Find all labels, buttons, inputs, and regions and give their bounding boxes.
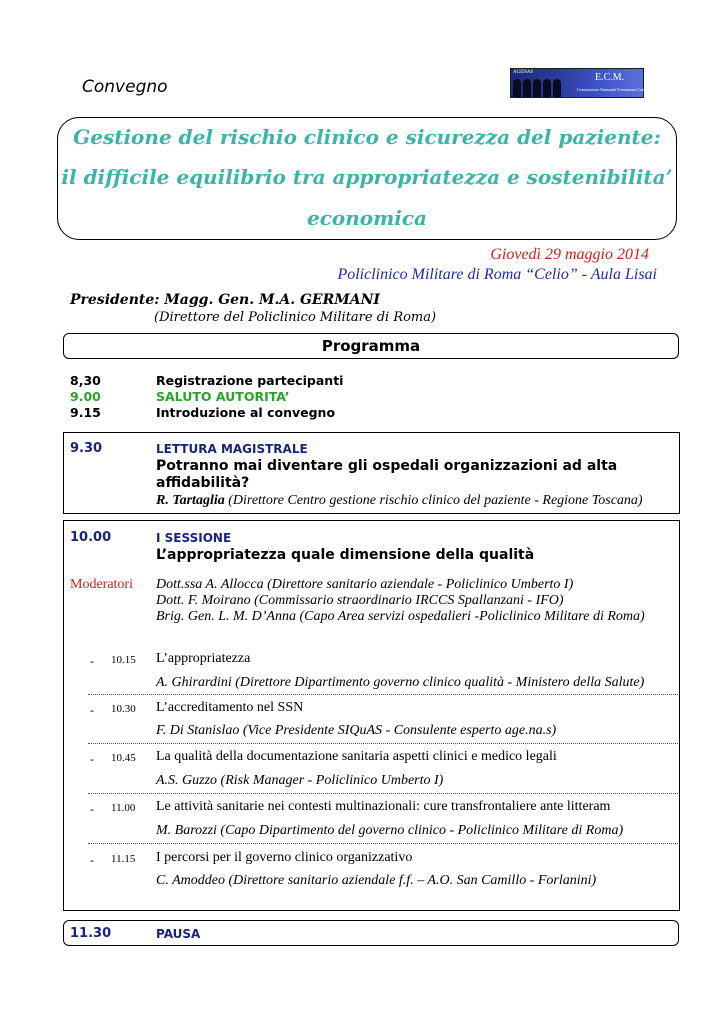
lecture-title-line-1: Potranno mai diventare gli ospedali organizzazioni ad alta <box>156 458 618 474</box>
divider <box>88 793 678 794</box>
lecture-caption: LETTURA MAGISTRALE <box>156 442 308 456</box>
ecm-logo <box>510 68 652 98</box>
talk-title: I percorsi per il governo clinico organizzativo <box>156 850 413 865</box>
lecture-title-line-2: affidabilità? <box>156 475 250 491</box>
moderator <box>156 577 573 593</box>
schedule-time: 8,30 <box>70 373 101 388</box>
moderator-name: Brig. Gen. L. M. D’Anna <box>156 609 296 624</box>
talk-dash: - <box>90 752 94 766</box>
schedule-desc: SALUTO AUTORITA’ <box>156 389 290 404</box>
logo-sub-text: Commissione Nazionale Formazione Continua <box>577 87 652 92</box>
moderator <box>156 609 645 625</box>
talk-title: L’appropriatezza <box>156 651 251 666</box>
talk-title: La qualità della documentazione sanitaria aspetti clinici e medico legali <box>156 749 557 764</box>
moderator-role: (Direttore sanitario aziendale - Policlinico Umberto I) <box>263 577 574 592</box>
schedule-time: 9.15 <box>70 405 101 420</box>
talk-title: L’accreditamento nel SSN <box>156 700 304 715</box>
talk-time: 10.45 <box>111 752 136 764</box>
title-line-2: il difficile equilibrio tra appropriatezza e sostenibilita’ <box>61 165 673 189</box>
moderator-role: (Capo Area servizi ospedalieri -Policlinico Militare di Roma) <box>296 609 645 624</box>
talk-time: 11.00 <box>111 802 136 814</box>
event-date: Giovedì 29 maggio 2014 <box>490 246 649 263</box>
lecture-speaker-name: R. Tartaglia <box>156 493 225 508</box>
logo-top-text: AGENAS <box>513 70 534 75</box>
moderator-role: (Commissario straordinario IRCCS Spallanzani - IFO) <box>250 593 564 608</box>
talk-speaker: F. Di Stanislao (Vice Presidente SIQuAS - Consulente esperto age.na.s) <box>156 723 557 738</box>
president-role: (Direttore del Policlinico Militare di Roma) <box>154 310 437 325</box>
title-line-3: economica <box>306 206 428 230</box>
talk-time: 11.15 <box>111 853 136 865</box>
lecture-box <box>63 432 680 514</box>
talk-time: 10.30 <box>111 703 136 715</box>
moderator-name: Dott.ssa A. Allocca <box>156 577 264 592</box>
talk-title: Le attività sanitarie nei contesti multinazionali: cure transfrontaliere ante litteram <box>156 799 611 814</box>
talk-speaker: M. Barozzi (Capo Dipartimento del governo clinico - Policlinico Militare di Roma) <box>156 823 624 838</box>
divider <box>88 843 678 844</box>
title-line-1: Gestione del rischio clinico e sicurezza del paziente: <box>73 125 661 149</box>
pause-box <box>63 920 679 946</box>
lecture-time: 9.30 <box>70 441 103 456</box>
logo-people-image <box>511 75 573 97</box>
talk-dash: - <box>90 654 94 668</box>
moderator-name: Dott. F. Moirano <box>156 593 251 608</box>
talk-dash: - <box>90 802 94 816</box>
talk-speaker: C. Amoddeo (Direttore sanitario aziendale f.f. – A.O. San Camillo - Forlanini) <box>156 873 597 888</box>
divider <box>88 694 678 695</box>
lecture-speaker-role: (Direttore Centro gestione rischio clinico del paziente - Regione Toscana) <box>224 493 643 508</box>
event-venue: Policlinico Militare di Roma “Celio” - Aula Lisai <box>337 266 657 283</box>
event-type-label: Convegno <box>82 77 168 97</box>
programme-heading: Programma <box>63 333 679 359</box>
lecture-speaker <box>156 493 643 509</box>
title-box <box>57 117 677 240</box>
schedule-desc: Introduzione al convegno <box>156 405 336 420</box>
moderators-label: Moderatori <box>70 577 133 592</box>
session-caption: I SESSIONE <box>156 531 232 545</box>
pause-time: 11.30 <box>70 926 112 941</box>
talk-speaker: A.S. Guzzo (Risk Manager - Policlinico Umberto I) <box>156 773 444 788</box>
logo-ecm-text: E.C.M. <box>595 72 625 83</box>
president-name: Presidente: Magg. Gen. M.A. GERMANI <box>70 292 380 308</box>
pause-label: PAUSA <box>156 927 201 941</box>
moderator <box>156 593 564 609</box>
talk-time: 10.15 <box>111 654 136 666</box>
talk-speaker: A. Ghirardini (Direttore Dipartimento governo clinico qualità - Ministero della Salute) <box>156 675 645 690</box>
session-time: 10.00 <box>70 530 112 545</box>
session-title: L’appropriatezza quale dimensione della qualità <box>156 547 535 563</box>
talk-dash: - <box>90 703 94 717</box>
talk-dash: - <box>90 853 94 867</box>
schedule-desc: Registrazione partecipanti <box>156 373 344 388</box>
schedule-time: 9.00 <box>70 389 101 404</box>
divider <box>88 743 678 744</box>
